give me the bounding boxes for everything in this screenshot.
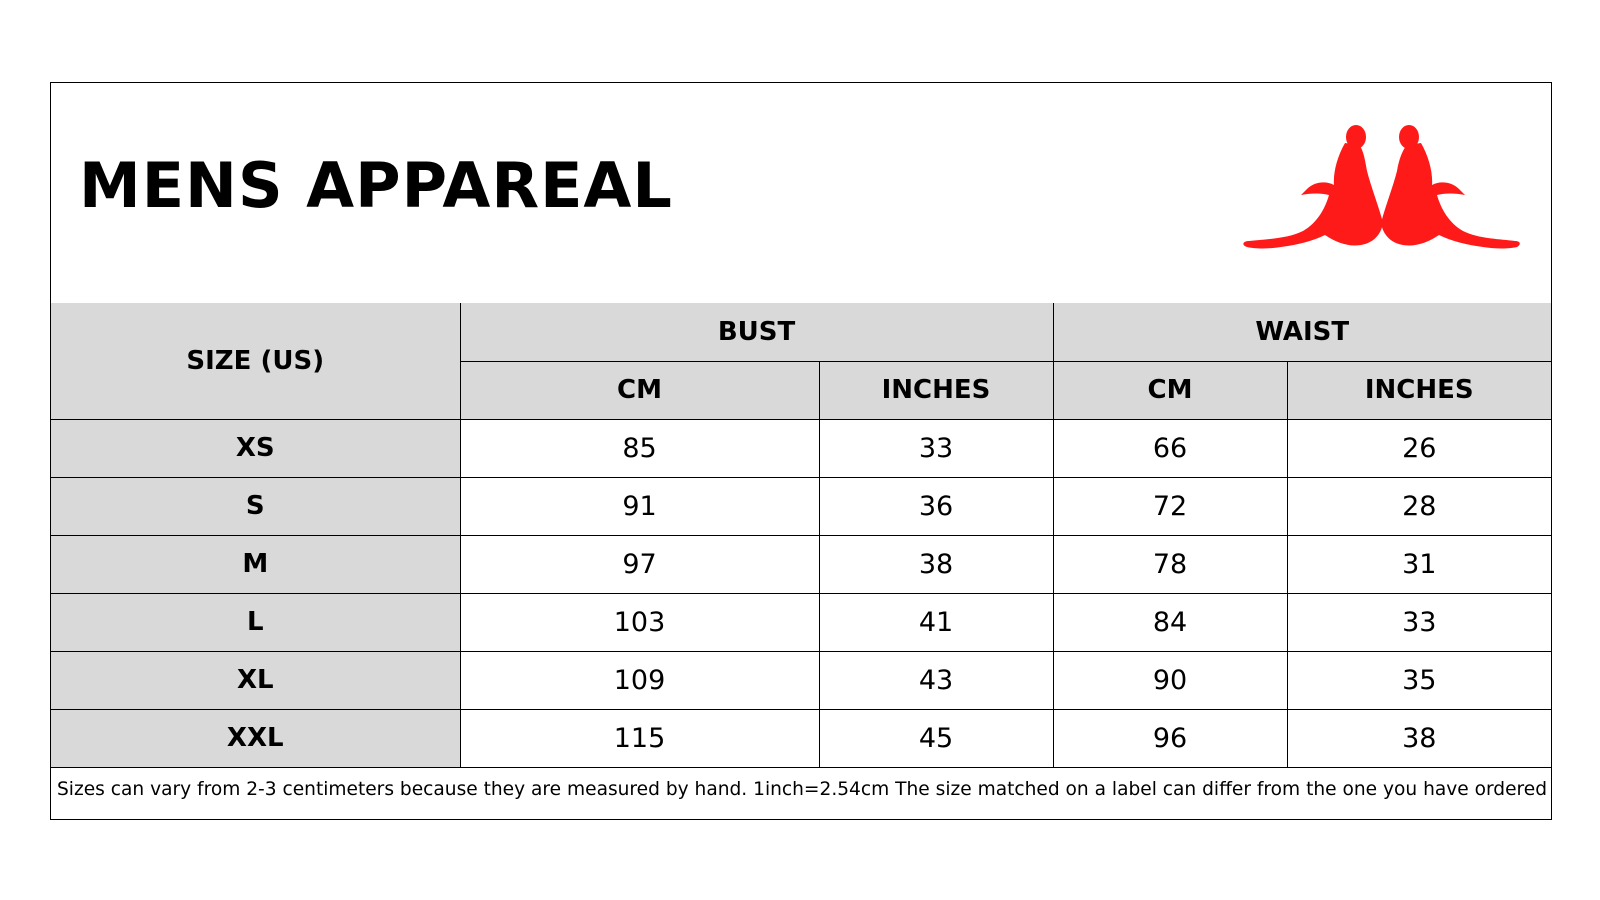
size-label: S [51,477,460,535]
waist-cm-value: 84 [1053,593,1287,651]
waist-cm-value: 78 [1053,535,1287,593]
bust-cm-value: 85 [460,419,819,477]
size-label: XS [51,419,460,477]
table-row [51,651,1551,709]
size-label: L [51,593,460,651]
kappa-logo-icon [1241,123,1521,253]
bust-inches-header: INCHES [819,361,1053,419]
waist-cm-value: 72 [1053,477,1287,535]
table-row [51,419,1551,477]
bust-inches-value: 36 [819,477,1053,535]
size-disclaimer-note: Sizes can vary from 2-3 centimeters because they are measured by hand. 1inch=2.54cm The size matched on a label can differ from the one you have ordered [57,779,1548,800]
bust-cm-value: 115 [460,709,819,767]
waist-inches-value: 35 [1287,651,1551,709]
waist-inches-value: 28 [1287,477,1551,535]
size-chart-header [51,83,1551,304]
bust-inches-value: 41 [819,593,1053,651]
bust-cm-header: CM [460,361,819,419]
size-label: XL [51,651,460,709]
bust-inches-value: 38 [819,535,1053,593]
bust-inches-value: 33 [819,419,1053,477]
table-row [51,709,1551,767]
waist-inches-value: 31 [1287,535,1551,593]
page-title: MENS APPAREAL [79,149,673,222]
size-table [51,303,1551,768]
bust-inches-value: 45 [819,709,1053,767]
table-row [51,593,1551,651]
bust-cm-value: 97 [460,535,819,593]
waist-inches-value: 33 [1287,593,1551,651]
waist-inches-value: 38 [1287,709,1551,767]
size-label: M [51,535,460,593]
bust-inches-value: 43 [819,651,1053,709]
waist-inches-value: 26 [1287,419,1551,477]
bust-cm-value: 103 [460,593,819,651]
waist-header: WAIST [1053,303,1551,361]
waist-cm-header: CM [1053,361,1287,419]
waist-cm-value: 96 [1053,709,1287,767]
waist-cm-value: 66 [1053,419,1287,477]
waist-inches-header: INCHES [1287,361,1551,419]
size-label: XXL [51,709,460,767]
size-header: SIZE (US) [51,303,460,419]
bust-cm-value: 91 [460,477,819,535]
table-row [51,535,1551,593]
waist-cm-value: 90 [1053,651,1287,709]
bust-header: BUST [460,303,1053,361]
bust-cm-value: 109 [460,651,819,709]
table-row [51,477,1551,535]
size-chart-sheet [50,82,1552,820]
group-header-row [51,303,1551,361]
